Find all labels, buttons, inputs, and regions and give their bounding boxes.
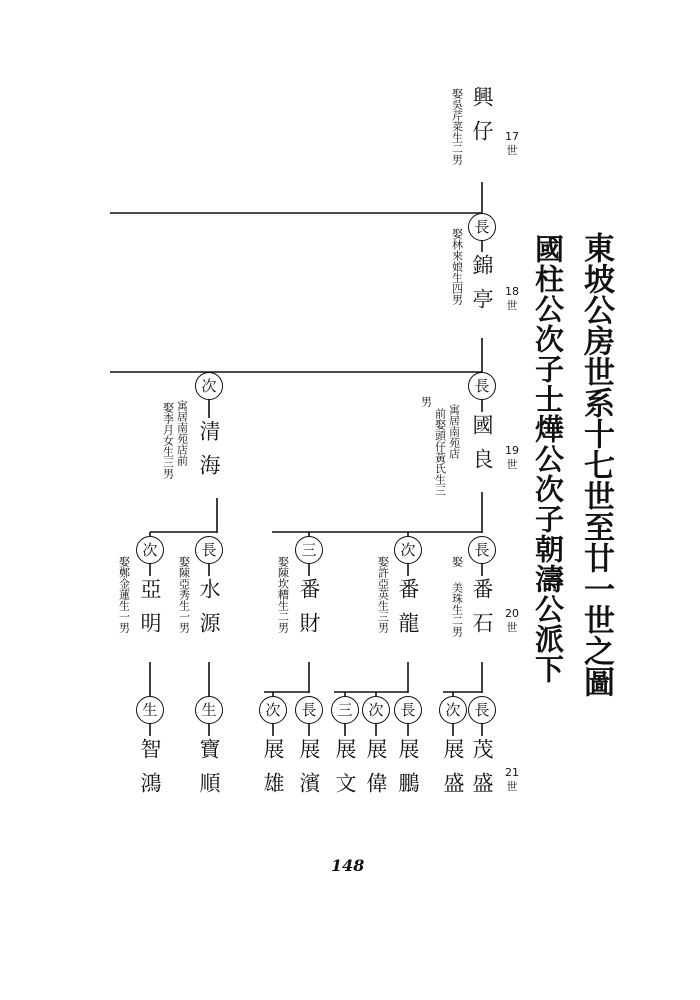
person-fanshi-name: 番石 (470, 578, 494, 646)
person-zhihong-name: 智鴻 (138, 738, 162, 806)
person-shuiyuan-name: 水源 (197, 578, 221, 646)
person-fanlong-name: 番龍 (396, 578, 420, 646)
person-xingzai-note: 娶吳芹菜生二男 (450, 88, 464, 165)
person-qinghai-note2: 娶李月女生三男 (161, 402, 175, 479)
person-zhanwen-name: 展文 (333, 738, 357, 806)
person-yaming-name: 亞明 (138, 578, 162, 646)
badge-zhanxiong: 次 (259, 696, 287, 724)
person-jinting-note: 娶林來娘生四男 (450, 228, 464, 305)
person-guoliang-note3: 男 (419, 396, 433, 407)
person-jinting-name: 錦亭 (470, 254, 494, 322)
person-maosheng-name: 茂盛 (470, 738, 494, 806)
badge-yaming: 次 (136, 536, 164, 564)
person-yaming-note: 娶鄭金蓮生一男 (117, 556, 131, 633)
badge-qinghai: 次 (195, 372, 223, 400)
badge-fancai: 三 (295, 536, 323, 564)
person-zhanbin-name: 展濱 (297, 738, 321, 806)
badge-fanshi: 長 (468, 536, 496, 564)
person-qinghai-note1: 寓居南苑店前 (175, 400, 189, 466)
person-fanlong-note: 娶許亞英生三男 (376, 556, 390, 633)
person-guoliang-note2: 前娶頭仔黃氏生三 (433, 408, 447, 496)
badge-zhanwen: 三 (331, 696, 359, 724)
badge-jinting: 長 (468, 213, 496, 241)
person-fancai-note: 娶陳坎糟生二男 (276, 556, 290, 633)
person-fanshi-note-a: 娶 (450, 556, 464, 567)
person-zhansheng-name: 展盛 (441, 738, 465, 806)
person-zhanxiong-name: 展雄 (261, 738, 285, 806)
person-guoliang-note1: 寓居南苑店 (447, 404, 461, 459)
person-zhanwei-name: 展偉 (364, 738, 388, 806)
title-line1: 東坡公房世系十七世至廿一世之圖 (578, 232, 614, 697)
gen-21-label: 21世 (505, 766, 519, 793)
person-guoliang-name: 國良 (470, 414, 494, 482)
person-baoshun-name: 寶順 (197, 738, 221, 806)
badge-shuiyuan: 長 (195, 536, 223, 564)
person-qinghai-name: 清海 (197, 420, 221, 488)
badge-zhanpeng: 長 (394, 696, 422, 724)
badge-maosheng: 長 (468, 696, 496, 724)
gen-20-label: 20世 (505, 607, 519, 634)
person-fanshi-note-b: 美珠生二男 (450, 582, 464, 637)
gen-18-label: 18世 (505, 285, 519, 312)
badge-zhanbin: 長 (295, 696, 323, 724)
person-zhanpeng-name: 展鵬 (396, 738, 420, 806)
gen-19-label: 19世 (505, 444, 519, 471)
title-line2: 國柱公次子士燁公次子朝濤公派下 (531, 234, 565, 684)
person-xingzai-name: 興仔 (470, 86, 494, 154)
person-fancai-name: 番財 (297, 578, 321, 646)
badge-guoliang: 長 (468, 372, 496, 400)
page-number: 148 (331, 856, 365, 875)
badge-fanlong: 次 (394, 536, 422, 564)
badge-zhihong: 生 (136, 696, 164, 724)
person-shuiyuan-note: 娶陳亞秀生一男 (177, 556, 191, 633)
badge-baoshun: 生 (195, 696, 223, 724)
badge-zhanwei: 次 (362, 696, 390, 724)
badge-zhansheng: 次 (439, 696, 467, 724)
gen-17-label: 17世 (505, 130, 519, 157)
